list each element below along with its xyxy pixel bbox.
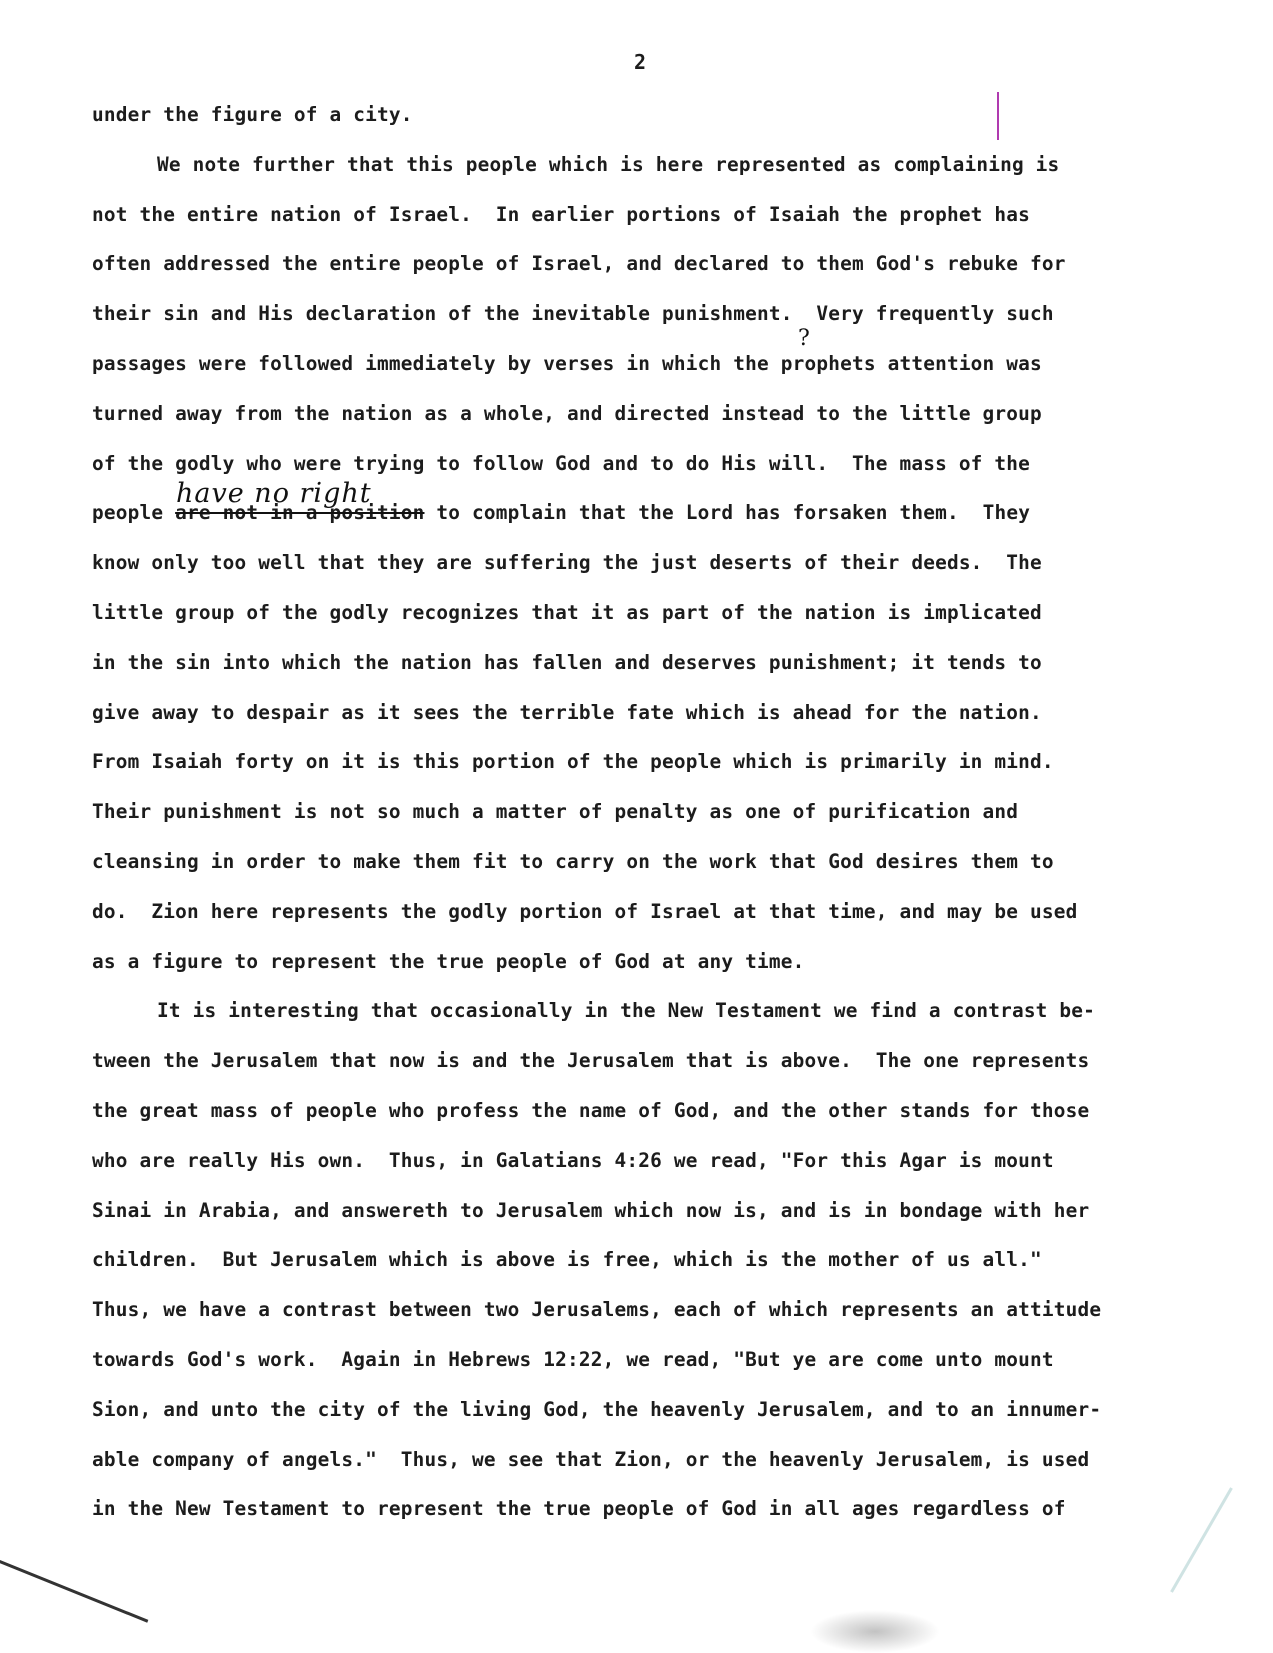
text-line: Sion, and unto the city of the living God, the heavenly Jerusalem, and to an innumer- xyxy=(92,1397,1102,1421)
text-line: not the entire nation of Israel. In earlier portions of Isaiah the prophet has xyxy=(92,202,1031,226)
text-line: of the godly who were trying to follow God and to do His will. The mass of the xyxy=(92,451,1031,475)
text-line: under the figure of a city. xyxy=(92,103,413,126)
text-line: Their punishment is not so much a matter of penalty as one of purification and xyxy=(92,800,1019,824)
handwritten-correction: have no right xyxy=(176,478,372,509)
text-line: often addressed the entire people of Israel, and declared to them God's rebuke for xyxy=(92,252,1066,276)
text-line: Thus, we have a contrast between two Jerusalems, each of which represents an attitude xyxy=(92,1298,1102,1322)
body-text xyxy=(92,102,1172,1546)
text-line: who are really His own. Thus, in Galatians 4:26 we read, "For this Agar is mount xyxy=(92,1148,1054,1172)
text-line: able company of angels." Thus, we see that Zion, or the heavenly Jerusalem, is used xyxy=(92,1447,1090,1471)
handwritten-apostrophe-mark: ? xyxy=(798,326,810,351)
struck-text: are not in a position xyxy=(175,501,425,525)
text-line: turned away from the nation as a whole, and directed instead to the little group xyxy=(92,401,1042,425)
text-line: know only too well that they are suffering the just deserts of their deeds. The xyxy=(92,551,1042,575)
text-line: From Isaiah forty on it is this portion of the people which is primarily in mind. xyxy=(92,750,1054,774)
text-segment: people xyxy=(92,501,176,525)
page-number: 2 xyxy=(633,50,647,74)
text-line: We note further that this people which is here represented as complaining is xyxy=(157,152,1060,176)
scan-smudge xyxy=(810,1610,940,1653)
text-line: in the sin into which the nation has fallen and deserves punishment; it tends to xyxy=(92,650,1042,674)
text-line: cleansing in order to make them fit to carry on the work that God desires them to xyxy=(92,849,1054,873)
text-line: Sinai in Arabia, and answereth to Jerusalem which now is, and is in bondage with her xyxy=(92,1198,1090,1222)
text-line: give away to despair as it sees the terrible fate which is ahead for the nation. xyxy=(92,700,1042,724)
text-line: in the New Testament to represent the true people of God in all ages regardless of xyxy=(92,1497,1066,1521)
text-line: the great mass of people who profess the name of God, and the other stands for those xyxy=(92,1098,1090,1122)
text-segment: to complain that the Lord has forsaken them. They xyxy=(424,501,1031,525)
text-line: do. Zion here represents the godly portion of Israel at that time, and may be used xyxy=(92,899,1078,923)
scan-edge-line xyxy=(0,1560,148,1623)
scan-edge-curve xyxy=(1170,1487,1233,1592)
text-line: their sin and His declaration of the inevitable punishment. Very frequently such xyxy=(92,302,1054,326)
text-line: little group of the godly recognizes that it as part of the nation is implicated xyxy=(92,600,1042,624)
text-line-with-strikethrough xyxy=(92,500,1172,550)
text-line: tween the Jerusalem that now is and the Jerusalem that is above. The one represents xyxy=(92,1049,1090,1073)
text-line: children. But Jerusalem which is above is free, which is the mother of us all." xyxy=(92,1248,1042,1272)
text-line: towards God's work. Again in Hebrews 12:22, we read, "But ye are come unto mount xyxy=(92,1347,1054,1371)
text-line: passages were followed immediately by verses in which the prophets attention was xyxy=(92,351,1042,375)
text-line: as a figure to represent the true people of God at any time. xyxy=(92,949,805,973)
text-line: It is interesting that occasionally in the New Testament we find a contrast be- xyxy=(157,999,1096,1023)
